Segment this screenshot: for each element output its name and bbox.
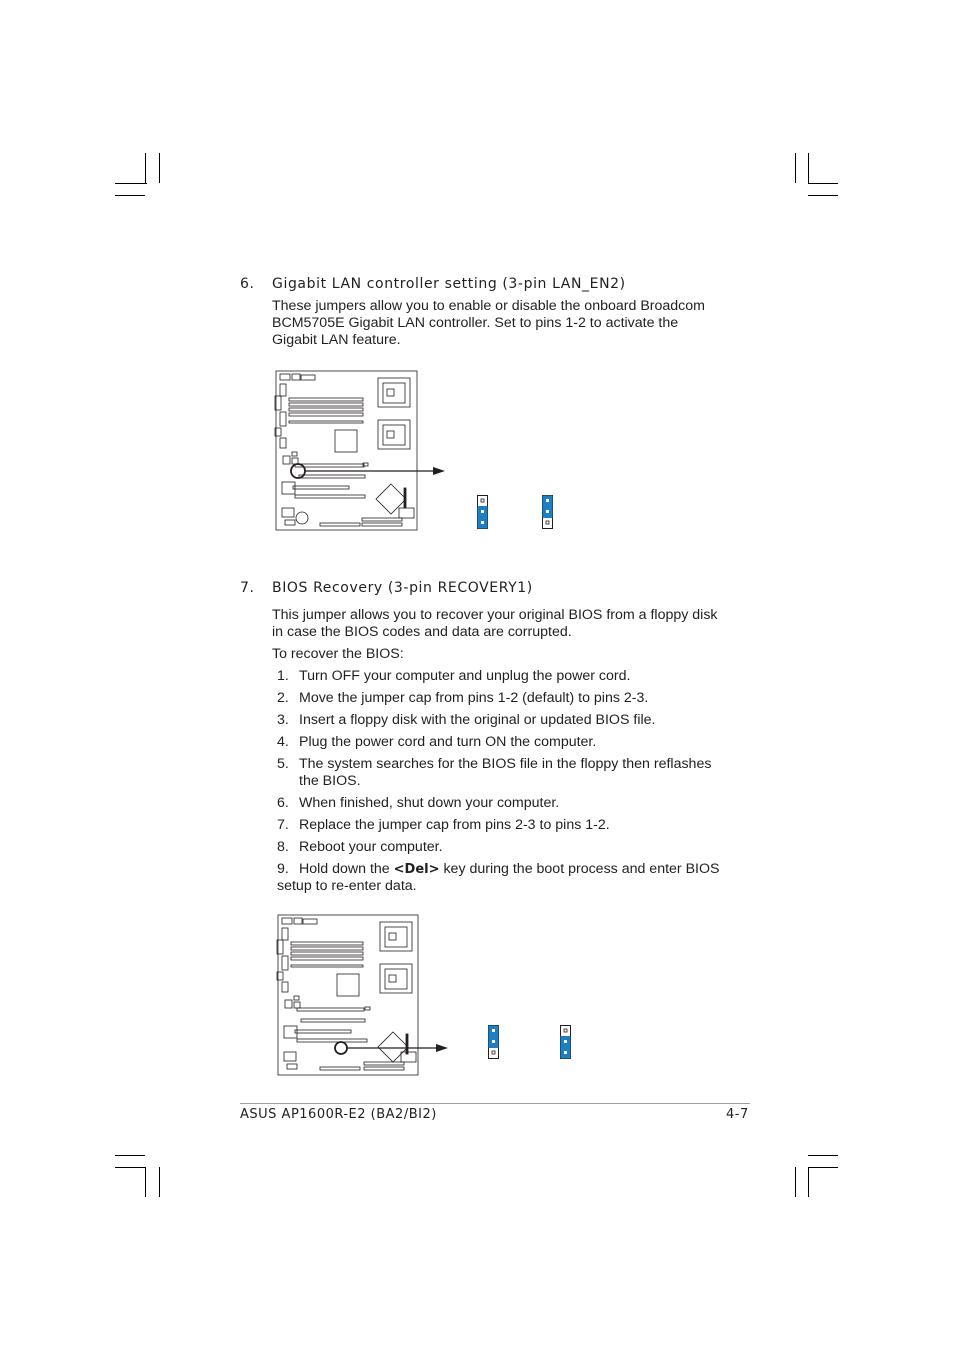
motherboard-layout-diagram-lan <box>270 368 450 534</box>
crop-mark-bottom-right <box>795 1167 796 1197</box>
footer-page-number: 4-7 <box>726 1107 749 1122</box>
footer-model: ASUS AP1600R-E2 (BA2/BI2) <box>240 1107 437 1122</box>
body-line: BCM5705E Gigabit LAN controller. Set to pins 1-2 to activate the <box>272 315 679 331</box>
section-title: Gigabit LAN controller setting (3-pin LAN_EN2) <box>272 276 626 292</box>
jumper-lan-pins-1-2-icon <box>476 494 490 530</box>
section-number: 7. <box>240 580 255 596</box>
jumper-recovery-pins-2-3-icon <box>559 1024 573 1060</box>
body-line: This jumper allows you to recover your original BIOS from a floppy disk <box>272 607 718 623</box>
list-item: 8. Reboot your computer. <box>277 839 443 855</box>
body-line: These jumpers allow you to enable or disable the onboard Broadcom <box>272 298 705 314</box>
section-7-intro <box>272 607 732 641</box>
section-6-body <box>272 298 732 349</box>
list-item: 6. When finished, shut down your computer. <box>277 795 560 811</box>
crop-mark-bottom-left <box>159 1167 160 1197</box>
crop-mark-bottom-left <box>115 1167 145 1168</box>
crop-mark-top-right <box>808 195 838 196</box>
list-item: 3. Insert a floppy disk with the original or updated BIOS file. <box>277 712 656 728</box>
motherboard-layout-diagram-recovery <box>270 912 450 1078</box>
del-key-label: <Del> <box>393 862 440 877</box>
crop-mark-bottom-left <box>115 1155 145 1156</box>
section-7-lead: To recover the BIOS: <box>272 646 404 662</box>
body-line: Gigabit LAN feature. <box>272 332 401 348</box>
footer-divider <box>240 1103 750 1104</box>
section-number: 6. <box>240 276 255 292</box>
crop-mark-top-left <box>115 183 147 184</box>
crop-mark-top-left <box>145 153 146 183</box>
section-6-heading <box>240 276 626 292</box>
crop-mark-top-right <box>795 153 796 183</box>
crop-mark-top-left <box>115 195 145 196</box>
list-item: 1. Turn OFF your computer and unplug the power cord. <box>277 668 631 684</box>
crop-mark-bottom-right <box>808 1155 838 1156</box>
section-title: BIOS Recovery (3-pin RECOVERY1) <box>272 580 533 596</box>
jumper-lan-pins-2-3-icon <box>541 494 555 530</box>
body-line: in case the BIOS codes and data are corrupted. <box>272 624 572 640</box>
crop-mark-bottom-left <box>145 1167 146 1197</box>
crop-mark-top-right <box>808 183 838 184</box>
list-item: 2. Move the jumper cap from pins 1-2 (default) to pins 2-3. <box>277 690 649 706</box>
section-7-heading <box>240 580 533 596</box>
crop-mark-top-right <box>808 153 809 183</box>
list-item: 7. Replace the jumper cap from pins 2-3 to pins 1-2. <box>277 817 610 833</box>
crop-mark-bottom-right <box>808 1167 809 1197</box>
list-item: 4. Plug the power cord and turn ON the computer. <box>277 734 597 750</box>
crop-mark-bottom-right <box>808 1167 838 1168</box>
crop-mark-top-left <box>159 153 160 183</box>
jumper-recovery-pins-1-2-icon <box>487 1024 501 1060</box>
list-item: 5. The system searches for the BIOS file in the floppy then reflashes the BIOS. <box>277 756 712 789</box>
list-item: 9. Hold down the <Del> key during the boot process and enter BIOS setup to re-enter data. <box>277 861 720 894</box>
